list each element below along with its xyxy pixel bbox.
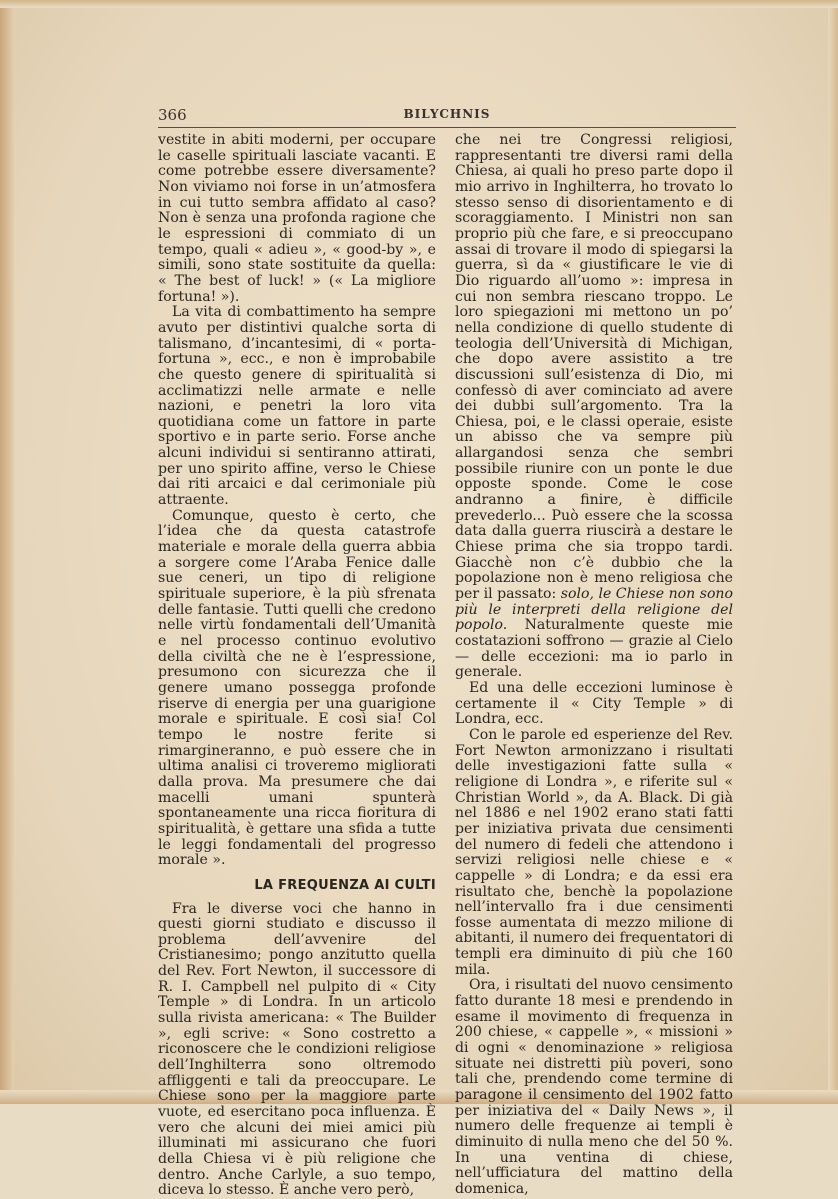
paragraph: Comunque, questo è certo, che l’idea che da questa catastrofe materiale e morale della guerra abbia a sorgere come l’Araba Fenice dalle sue ceneri, un tipo di religione spirituale superiore, è la più sfrenata delle fantasie. Tutti quelli che credono nelle virtù fondamentali dell’Umanità e nel processo continuo evolutivo della civiltà che ne è l’espressione, presumono con sicurezza che il genere umano possegga profonde riserve di energia per una guarigione morale e spirituale. E così sia! Col tempo le nostre ferite si rimargineranno, e può essere che in ultima analisi ci troveremo migliorati dalla prova. Ma presumere che dai macelli umani spunterà spontaneamente una ricca fioritura di spiritualità, è gettare una sfida a tutte le leggi fondamentali del progresso morale ». [158, 507, 436, 869]
page-edge-left [0, 0, 14, 1104]
page-edge-top [0, 0, 838, 8]
paragraph: Fra le diverse voci che hanno in questi giorni studiato e discusso il problema dell’avvenire del Cristianesimo; pongo anzitutto quella del Rev. Fort Newton, il successore di R. I. Campbell nel pulpito di « City Temple » di Londra. In un articolo sulla rivista americana: « The Builder », egli scrive: « Sono costretto a riconoscere che le condizioni religiose dell’Inghilterra sono oltremodo affliggenti e tali da preoccupare. Le Chiese sono per la maggiore parte vuote, ed esercitano poca influenza. È vero che alcuni dei miei amici più illuminati mi assicurano che fuori della Chiesa vi è più religione che dentro. Anche Carlyle, a suo tempo, diceva lo stesso. È anche vero però, [158, 900, 436, 1199]
left-column [158, 133, 436, 1199]
running-title: BILYCHNIS [403, 107, 491, 121]
page-number: 366 [158, 106, 187, 124]
right-column [455, 133, 733, 1198]
page-header [158, 104, 736, 126]
paragraph-text: Naturalmente queste mie costatazioni soffrono — grazie al Cielo — delle eccezioni: ma io parlo in generale. [455, 617, 733, 681]
paragraph: Ed una delle eccezioni luminose è certamente il « City Temple » di Londra, ecc. [455, 679, 733, 728]
section-heading: LA FREQUENZA AI CULTI [254, 877, 436, 893]
header-rule [158, 127, 736, 128]
paragraph [455, 133, 733, 681]
paragraph: Ora, i risultati del nuovo censimento fatto durante 18 mesi e prendendo in esame il movimento di frequenza in 200 chiese, « cappelle », « missioni » di ogni « denominazione » religiosa situate nei distretti più poveri, sono tali che, prendendo come termine di paragone il censimento del 1902 fatto per iniziativa del « Daily News », il numero delle frequenze ai templi è diminuito di nulla meno che del 50 %. In una ventina di chiese, nell’ufficiatura del mattino della domenica, [455, 977, 733, 1197]
paragraph: vestite in abiti moderni, per occupare le caselle spirituali lasciate vacanti. E come potrebbe essere diversamente? Non viviamo noi forse in un’atmosfera in cui tutto sembra affidato al caso? Non è senza una profonda ragione che le espressioni di commiato di un tempo, quali « adieu », « good-by », e simili, sono state sostituite da quella: « The best of luck! » (« La migliore fortuna! »). [158, 132, 436, 305]
paragraph: Con le parole ed esperienze del Rev. Fort Newton armonizzano i risultati delle investigazioni fatte sulla « religione di Londra », e riferite sul « Christian World », da A. Black. Di già nel 1886 e nel 1902 erano stati fatti per iniziativa privata due censimenti del numero di fedeli che attendono i servizi religiosi nelle chiese e « cappelle » di Londra; e da essi era risultato che, benchè la popolazione nell’intervallo fra i due censimenti fosse aumentata di mezzo milione di abitanti, il numero dei frequentatori di templi era diminuito di più che 160 mila. [455, 726, 733, 978]
paragraph: La vita di combattimento ha sempre avuto per distintivi qualche sorta di talismano, d’incantesimi, di « porta-fortuna », ecc., e non è improbabile che questo genere di spiritualità si acclimatizzi nelle armate e nelle nazioni, e penetri la loro vita quotidiana come un fattore in parte sportivo e in parte serio. Forse anche alcuni individui si sentiranno attirati, per uno spirito affine, verso le Chiese dai riti arcaici e dal cerimoniale più attraente. [158, 304, 436, 509]
page-edge-right [828, 0, 838, 1104]
paragraph-text: che nei tre Congressi religiosi, rappresentanti tre diversi rami della Chiesa, ai quali ho preso parte dopo il mio arrivo in Inghilterra, ho trovato lo stesso senso di disorientamento e di scoraggiamento. I Ministri non san proprio più che fare, e si preoccupano assai di trovare il modo di spiegarsi la guerra, sì da « giustificare le vie di Dio riguardo all’uomo »: impresa in cui non sembra riescano troppo. Le loro spiegazioni mi mettono un po’ nella condizione di quello studente di teologia dell’Università di Michigan, che dopo avere assistito a tre discussioni sull’esistenza di Dio, mi confessò di aver cominciato ad avere dei dubbi sull’argomento. Tra la Chiesa, poi, e le classi operaie, esiste un abisso che va sempre più allargandosi senza che sembri possibile riunire con un ponte le due opposte sponde. Come le cose andranno a finire, è difficile prevederlo... Può essere che la scossa data dalla guerra riuscirà a destare le Chiese prima che sia troppo tardi. Giacchè non c’è dubbio che la popolazione non è meno religiosa che per il passato: [455, 132, 733, 603]
italic-text: solo, le Chiese non sono più le interpreti della religione del popolo. [455, 586, 733, 634]
